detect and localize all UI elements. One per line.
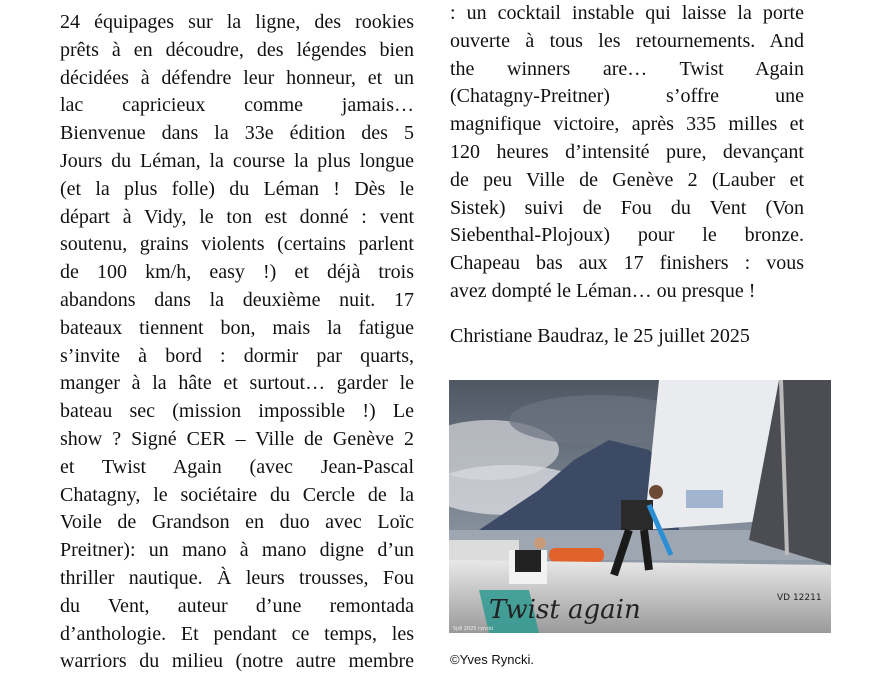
text-line: show ? Signé CER – Ville de Genève 2 [60,427,414,450]
text-line: de peu Ville de Genève 2 (Lauber et [450,168,804,191]
text-line: Siebenthal-Plojoux) pour le bronze. [450,224,804,247]
photo-watermark: 5jdl 2025 ryncki [453,626,494,632]
text-line: the winners are… Twist Again [450,57,804,80]
text-line: warriors du milieu (notre autre membre [60,650,414,673]
article-left-column [60,9,414,676]
text-line: Preitner): un mano à mano digne d’un [60,539,414,562]
rib-boat [549,548,604,562]
article-signature: Christiane Baudraz, le 25 juillet 2025 [450,325,750,347]
text-line: manger à la hâte et surtout… garder le [60,372,414,395]
text-line: (et la plus folle) du Léman ! Dès le [60,177,414,200]
photo-caption: ©Yves Ryncki. [450,652,534,667]
article-right-column [450,0,804,306]
text-line: bateau sec (mission impossible !) Le [60,400,414,423]
text-line: Voile de Grandson en duo avec Loïc [60,511,414,534]
sailboat-photo [449,380,831,633]
text-line: 120 heures d’intensité pure, devançant [450,140,804,163]
text-line: décidées à défendre leur honneur, et un [60,66,414,89]
text-line: avez dompté le Léman… ou presque ! [450,279,756,302]
text-line: Bienvenue dans la 33e édition des 5 [60,122,414,145]
text-line: du Vent, auteur d’une remontada [60,594,414,617]
text-line: et Twist Again (avec Jean-Pascal [60,455,414,478]
text-line: magnifique victoire, après 335 milles et [450,113,804,136]
text-line: ouverte à tous les retournements. And [450,29,804,52]
text-line: 24 équipages sur la ligne, des rookies [60,11,414,33]
text-line: Chapeau bas aux 17 finishers : vous [450,252,804,275]
text-line: (Chatagny-Preitner) s’offre une [450,85,804,108]
hull-logo-text: Twist again [489,595,641,625]
text-line: s’invite à bord : dormir par quarts, [60,344,414,367]
text-line: abandons dans la deuxième nuit. 17 [60,288,414,311]
text-line: d’anthologie. Et pendant ce temps, les [60,622,414,645]
text-line: Jours du Léman, la course la plus longue [60,149,414,172]
text-line: : un cocktail instable qui laisse la porte [450,2,804,24]
text-line: lac capricieux comme jamais… [60,94,414,117]
text-line: Chatagny, le sociétaire du Cercle de la [60,483,414,506]
text-line: bateaux tiennent bon, mais la fatigue [60,316,414,339]
text-line: Sistek) suivi de Fou du Vent (Von [450,196,804,219]
text-line: prêts à en découdre, des légendes bien [60,38,414,61]
text-line: de 100 km/h, easy !) et déjà trois [60,261,414,284]
text-line: thriller nautique. À leurs trousses, Fou [60,566,414,589]
text-line: départ à Vidy, le ton est donné : vent [60,205,414,228]
text-line: soutenu, grains violents (certains parlent [60,233,414,256]
sail-number: VD 12211 [777,593,822,603]
sailboat-photo-illustration [449,380,831,633]
